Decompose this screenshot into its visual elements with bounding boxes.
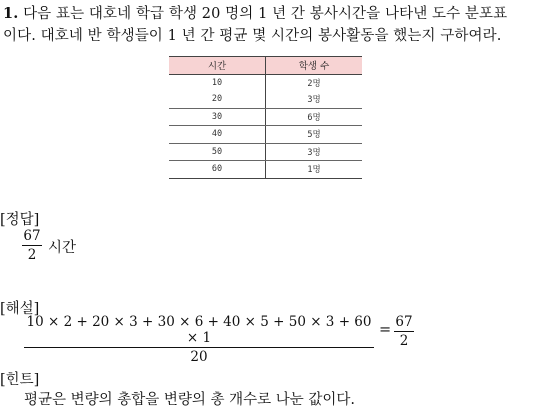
fraction-bar <box>394 331 414 332</box>
table-cell-students: 3명 <box>266 143 363 161</box>
table-cell-hours: 50 <box>169 143 266 161</box>
table-row <box>169 108 362 126</box>
explanation-numerator: 10 × 2 + 20 × 3 + 30 × 6 + 40 × 5 + 50 × 3 + 60 × 1 <box>26 314 372 346</box>
answer-numerator: 67 <box>23 228 41 244</box>
table-row <box>169 161 362 179</box>
answer-unit: 시간 <box>48 240 77 256</box>
question-line-1 <box>3 2 507 23</box>
table-row <box>169 126 362 144</box>
table-row <box>169 74 362 91</box>
result-fraction <box>394 314 414 349</box>
table-cell-hours: 30 <box>169 108 266 126</box>
explanation-fraction <box>24 314 374 365</box>
result-denominator: 2 <box>399 333 409 349</box>
table-cell-students: 5명 <box>266 126 363 144</box>
question-number: 1. <box>3 5 19 22</box>
frequency-table <box>169 56 362 179</box>
hint-text: 평균은 변량의 총합을 변량의 총 개수로 나눈 값이다. <box>24 392 356 408</box>
table-cell-hours: 40 <box>169 126 266 144</box>
question-line-2: 이다. 대호네 반 학생들이 1 년 간 평균 몇 시간의 봉사활동을 했는지 구하여라. <box>3 28 502 44</box>
table-cell-students: 6명 <box>266 108 363 126</box>
table-cell-hours: 20 <box>169 91 266 108</box>
question-text-1: 다음 표는 대호네 학급 학생 20 명의 1 년 간 봉사시간을 나타낸 도수 분포표 <box>23 6 508 22</box>
table-header-hours: 시간 <box>169 57 266 75</box>
table-cell-students: 3명 <box>266 91 363 108</box>
table-row <box>169 143 362 161</box>
equals-sign: = <box>379 322 392 338</box>
answer-fraction <box>22 228 42 263</box>
fraction-bar <box>24 347 374 348</box>
explanation-denominator: 20 <box>190 349 208 365</box>
table-header-students: 학생 수 <box>266 57 363 75</box>
hint-label: [힌트] <box>0 372 40 388</box>
table-cell-hours: 10 <box>169 74 266 91</box>
fraction-bar <box>22 245 42 246</box>
answer-denominator: 2 <box>27 247 37 263</box>
table-cell-students: 2명 <box>307 78 321 89</box>
table-cell-students: 1명 <box>266 161 363 179</box>
explanation-label: [해설] <box>0 301 40 317</box>
result-numerator: 67 <box>395 314 413 330</box>
table-header-row <box>169 57 362 75</box>
table-row <box>169 91 362 108</box>
answer-label: [정답] <box>0 212 40 228</box>
table-cell-hours: 60 <box>169 161 266 179</box>
